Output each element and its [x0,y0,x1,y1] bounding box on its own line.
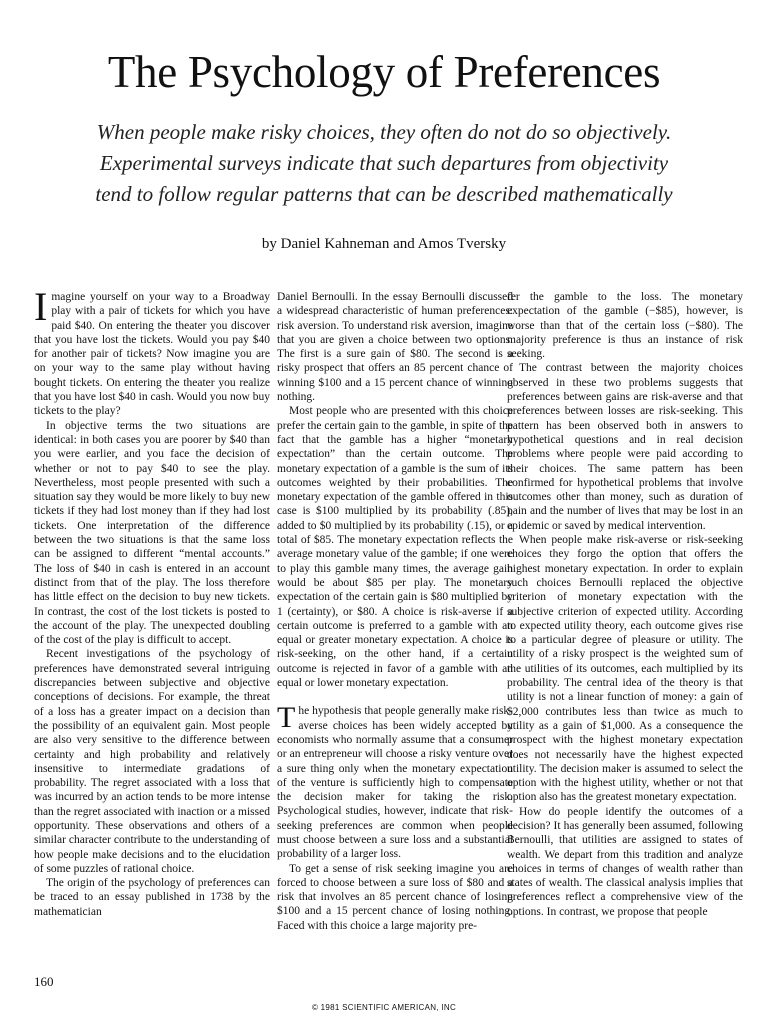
article-title: The Psychology of Preferences [107,47,661,97]
paragraph-text: magine yourself on your way to a Broadway play with a pair of tickets for which you have paid $40. On entering the theater you discover that you have lost the tickets. Would you pay $40 for another pair of tickets? Now imagine you are on your way to the same play without having bought tickets. On entering the theater you realize that you have lost $40 in cash. Would you now buy tickets to the play? [34,291,270,418]
paragraph: How do people identify the outcomes of a decision? It has generally been assumed, following Bernoulli, that utilities are assigned to states of wealth. We depart from this tradition and analyze choices in terms of changes of wealth rather than states of wealth. The classical analysis implies that preferences reflect a comprehensive view of the options. In contrast, we propose that people [507,805,743,918]
paragraph: The contrast between the majority choices observed in these two problems suggests that preferences between gains are risk-averse and that preferences between losses are risk-seeking. This pattern has been observed both in answers to hypothetical questions and in real decision problems where people were paid according to their choices. The same pattern has been confirmed for hypothetical problems that involve outcomes other than money, such as duration of pain and the number of lives that may be lost in an epidemic or saved by medical intervention. [507,362,743,532]
deck-line: tend to follow regular patterns that can be described mathematically [95,182,673,206]
deck-line: When people make risky choices, they often do not do so objectively. [96,120,672,144]
paragraph [34,284,270,419]
paragraph: Recent investigations of the psychology of preferences have demonstrated several intriguing discrepancies between subjective and objective conceptions of decisions. For example, the threat of a loss has a greater impact on a decision than the possibility of an equivalent gain. Most people are also very sensitive to the difference between certainty and high probability and relatively insensitive to intermediate gradations of probability. The regret associated with a loss that was incurred by an action tends to be more intense than the regret associated with inaction or a missed opportunity. These observations and others of a similar character contribute to the understanding of how people make decisions and to the elucidation of some puzzles of rational choice. [34,648,270,875]
byline: by Daniel Kahneman and Amos Tversky [261,236,507,252]
paragraph: When people make risk-averse or risk-seeking choices they forgo the option that offers the highest monetary expectation. In order to explain such choices Bernoulli replaced the objective criterion of monetary expectation with the subjective criterion of expected utility. According to expected utility theory, each outcome gives rise to a particular degree of pleasure or utility. The utility of a risky prospect is the weighted sum of the utilities of its outcomes, each multiplied by its probability. The central idea of the theory is that utility is not a linear function of money: a gain of $2,000 contributes less than twice as much to utility as a gain of $1,000. As a consequence the prospect with the highest monetary expectation does not necessarily have the highest expected utility. The decision maker is assumed to select the option with the highest utility, whether or not that option also has the greatest monetary expectation. [507,534,743,804]
copyright-notice: © 1981 SCIENTIFIC AMERICAN, INC [311,1003,457,1012]
paragraph: The origin of the psychology of preferences can be traced to an essay published in 1738 by the mathematician [34,877,270,918]
article-deck [40,117,728,210]
paragraph-text: he hypothesis that people generally make risk-averse choices has been widely accepted by economists who normally assume that a consumer or an entrepreneur will choose a risky venture over a sure thing only when the monetary expectation of the venture is sufficiently high to compensate the decision maker for taking the risk. Psychological studies, however, indicate that risk-seeking preferences are common when people must choose between a sure loss and a substantial probability of a larger loss. [277,705,513,861]
paragraph: Most people who are presented with this choice prefer the certain gain to the gamble, in spite of the fact that the gamble has a higher “monetary expectation” than the certain outcome. The monetary expectation of a gamble is the sum of its outcomes weighted by their probabilities. The monetary expectation of the gamble offered in this case is $100 multiplied by its probability (.85), added to $0 multiplied by its probability (.15), or a total of $85. The monetary expectation reflects the average monetary value of the gamble; if one were to play this gamble many times, the average gain would be about $85 per play. The monetary expectation of the certain gain is $80 multiplied by 1 (certainty), or $80. A choice is risk-averse if a certain outcome is preferred to a gamble with an equal or greater monetary expectation. A choice is risk-seeking, on the other hand, if a certain outcome is rejected in favor of a gamble with an equal or lower monetary expectation. [277,405,513,690]
text-column-2 [277,290,513,933]
paragraph: To get a sense of risk seeking imagine you are forced to choose between a sure loss of $80 and a risk that involves an 85 percent chance of losing $100 and a 15 percent chance of losing nothing. Faced with this choice a large majority pre- [277,862,513,932]
text-column-3 [507,290,743,919]
drop-cap: I [34,284,48,329]
text-column-1 [34,284,270,919]
deck-line: Experimental surveys indicate that such departures from objectivity [99,151,669,175]
paragraph: fer the gamble to the loss. The monetary expectation of the gamble (−$85), however, is worse than that of the certain loss (−$80). The majority preference is thus an instance of risk seeking. [507,291,743,361]
paragraph: Daniel Bernoulli. In the essay Bernoulli discussed a widespread characteristic of human preferences: risk aversion. To understand risk aversion, imagine that you are given a choice between two options. The first is a sure gain of $80. The second is a risky prospect that offers an 85 percent chance of winning $100 and a 15 percent chance of winning nothing. [277,291,513,404]
drop-cap: T [277,701,296,735]
paragraph [277,701,513,861]
paragraph: In objective terms the two situations are identical: in both cases you are poorer by $40 than you were earlier, and you face the decision of whether or not to pay $40 to see the play. Nevertheless, most people presented with such a situation say they would be more likely to buy new tickets if they had lost money than if they had lost tickets. One interpretation of the difference between the two situations is that the same loss can be assigned to different “mental accounts.” The loss of $40 in cash is entered in an account distinct from that of the play. The loss therefore has little effect on the decision to buy new tickets. In contrast, the cost of the lost tickets is posted to the account of the play. The unexpected doubling of the cost of the play is difficult to accept. [34,419,270,647]
page-number: 160 [34,974,54,989]
